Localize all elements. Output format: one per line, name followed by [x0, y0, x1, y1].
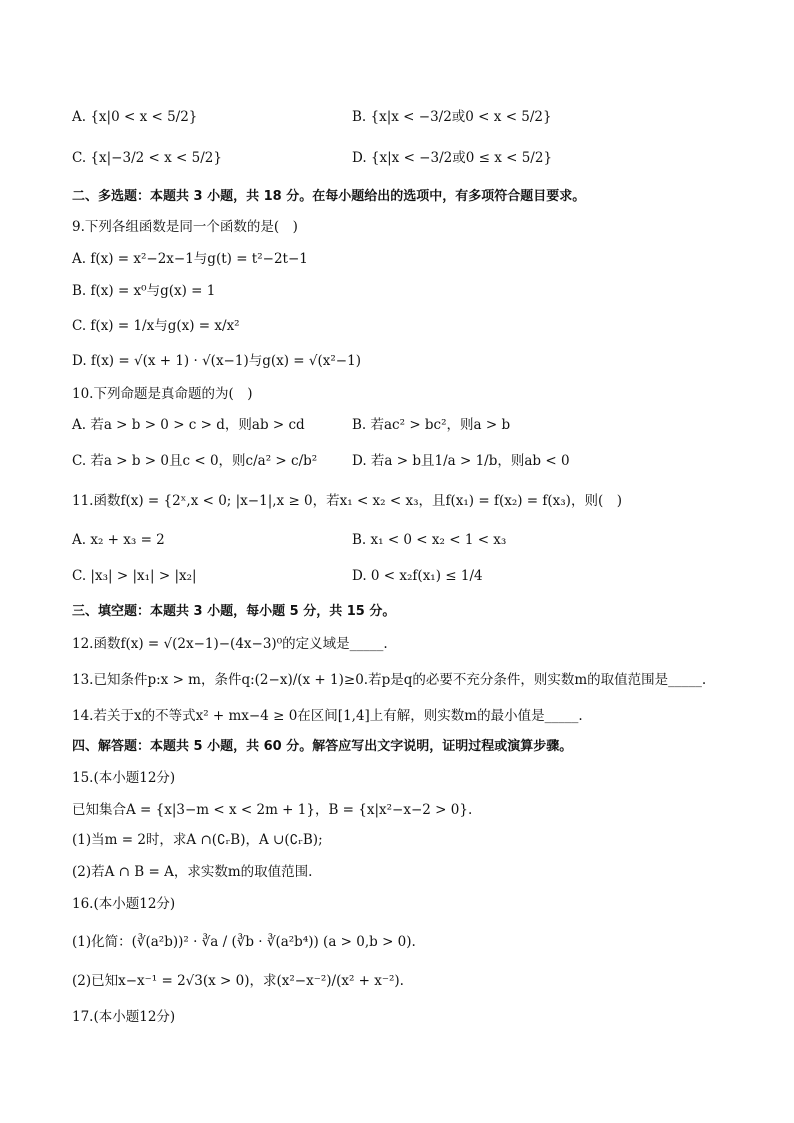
q14: 14.若关于x的不等式x² + mx−4 ≥ 0在区间[1,4]上有解，则实数m的最小值是_____. — [72, 708, 583, 724]
q11-option-b: B. x₁ < 0 < x₂ < 1 < x₃ — [352, 532, 507, 548]
q9-option-b: B. f(x) = x⁰与g(x) = 1 — [72, 283, 216, 299]
q8-option-d: D. {x|x < −3/2或0 ≤ x < 5/2} — [352, 150, 553, 166]
q8-option-b: B. {x|x < −3/2或0 < x < 5/2} — [352, 109, 552, 125]
section-heading-multi-choice: 二、多选题：本题共 3 小题，共 18 分。在每小题给出的选项中，有多项符合题目要求。 — [72, 189, 586, 204]
q10-option-b: B. 若ac² > bc²，则a > b — [352, 417, 511, 433]
q15-part1: (1)当m = 2时，求A ∩(∁ᵣB)，A ∪(∁ᵣB); — [72, 832, 323, 848]
q15-head: 15.(本小题12分) — [72, 770, 176, 786]
q10-option-c: C. 若a > b > 0且c < 0，则c/a² > c/b² — [72, 453, 318, 469]
section-heading-solution: 四、解答题：本题共 5 小题，共 60 分。解答应写出文字说明，证明过程或演算步骤。 — [72, 739, 573, 754]
q15-text: 已知集合A = {x|3−m < x < 2m + 1}，B = {x|x²−x−2 > 0}. — [72, 802, 473, 818]
section-heading-fill-blank: 三、填空题：本题共 3 小题，每小题 5 分，共 15 分。 — [72, 604, 396, 619]
q9-stem: 9.下列各组函数是同一个函数的是( ) — [72, 219, 298, 235]
q8-option-c: C. {x|−3/2 < x < 5/2} — [72, 150, 222, 166]
q10-stem: 10.下列命题是真命题的为( ) — [72, 386, 253, 402]
q8-option-a: A. {x|0 < x < 5/2} — [72, 109, 198, 125]
q9-option-c: C. f(x) = 1/x与g(x) = x/x² — [72, 318, 240, 334]
q9-option-d: D. f(x) = √(x + 1) · √(x−1)与g(x) = √(x²−1) — [72, 353, 361, 369]
q10-option-d: D. 若a > b且1/a > 1/b，则ab < 0 — [352, 453, 570, 469]
q10-option-a: A. 若a > b > 0 > c > d，则ab > cd — [72, 417, 305, 433]
q12: 12.函数f(x) = √(2x−1)−(4x−3)⁰的定义域是_____. — [72, 636, 388, 652]
q11-option-c: C. |x₃| > |x₁| > |x₂| — [72, 568, 197, 584]
q16-head: 16.(本小题12分) — [72, 896, 176, 912]
q11-option-a: A. x₂ + x₃ = 2 — [72, 532, 165, 548]
q9-option-a: A. f(x) = x²−2x−1与g(t) = t²−2t−1 — [72, 251, 308, 267]
q15-part2: (2)若A ∩ B = A，求实数m的取值范围. — [72, 864, 313, 880]
q11-stem: 11.函数f(x) = {2ˣ,x < 0; |x−1|,x ≥ 0，若x₁ < x₂ < x₃，且f(x₁) = f(x₂) = f(x₃)，则( ) — [72, 493, 622, 509]
q17-head: 17.(本小题12分) — [72, 1009, 176, 1025]
q16-part2: (2)已知x−x⁻¹ = 2√3(x > 0)，求(x²−x⁻²)/(x² + x⁻²). — [72, 973, 404, 989]
q16-part1: (1)化简：(∛(a²b))² · ∛a / (∛b · ∛(a²b⁴)) (a > 0,b > 0). — [72, 934, 416, 950]
q13: 13.已知条件p:x > m，条件q:(2−x)/(x + 1)≥0.若p是q的必要不充分条件，则实数m的取值范围是_____. — [72, 672, 707, 688]
q11-option-d: D. 0 < x₂f(x₁) ≤ 1/4 — [352, 568, 483, 584]
